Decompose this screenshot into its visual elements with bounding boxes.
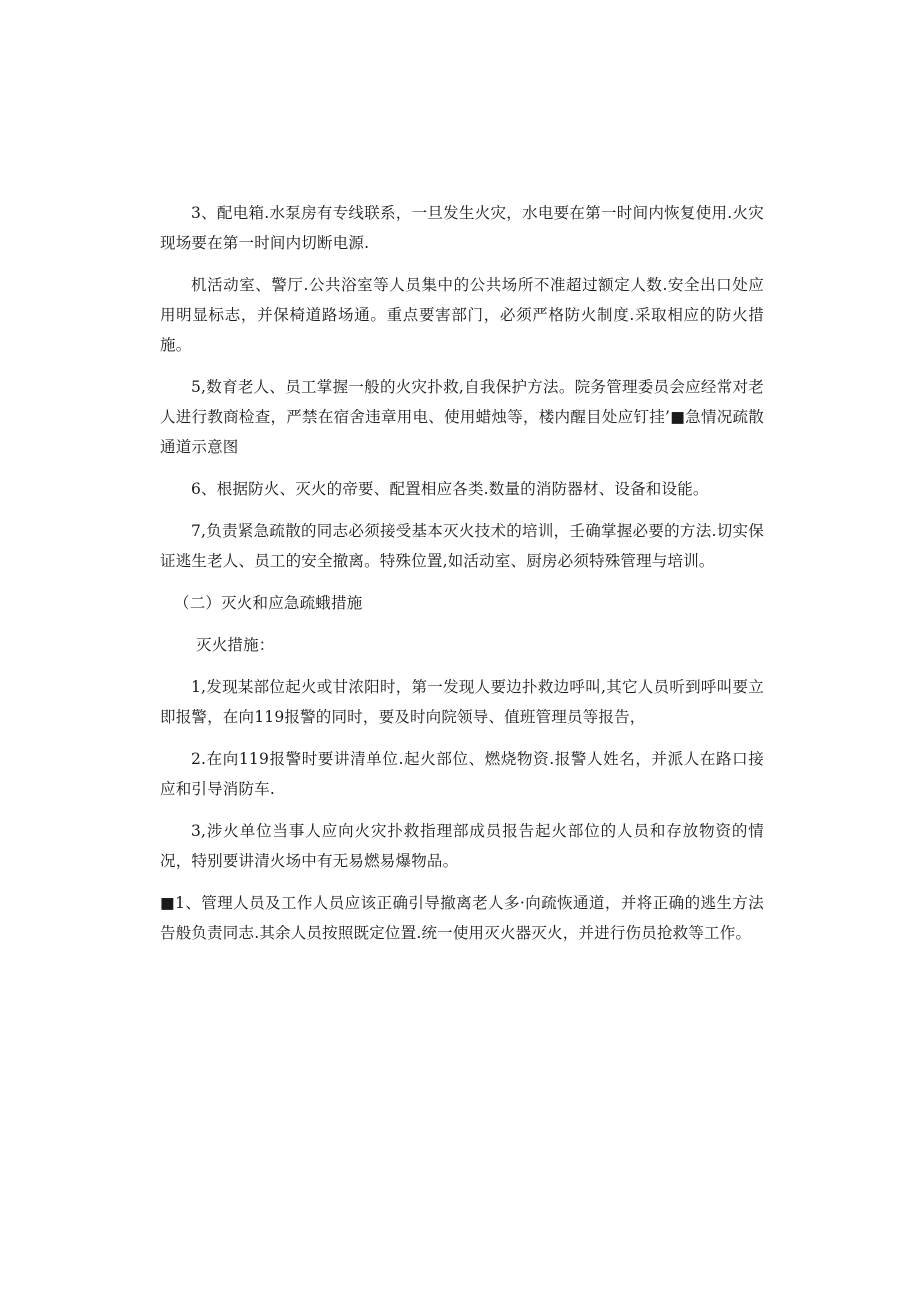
measure-item-2: 2.在向119报警时要讲清单位.起火部位、燃烧物资.报警人姓名，并派人在路口接应和引导消防车.	[160, 750, 764, 798]
measure-item-1: 1,发现某部位起火或甘浓阳时，第一发现人要边扑救边呼叫,其它人员听到呼叫要立即报警，在向119报警的同时，要及时向院领导、值班管理员等报告，	[160, 678, 764, 726]
measure-item-4: ■1、管理人员及工作人员应该正确引导撤离老人多·向疏恢通道，并将正确的逃生方法告般负责同志.其余人员按照既定位置.统一使用灭火器灭火，并进行伤员抢救等工作。	[160, 894, 764, 942]
document-body	[160, 198, 764, 960]
paragraph-item-3: 3、配电箱.水泵房有专线联系，一旦发生火灾，水电要在第一时间内恢复使用.火灾现场要在第一时间内切断电源.	[160, 204, 764, 252]
measure-item-3: 3,涉火单位当事人应向火灾扑救指理部成员报告起火部位的人员和存放物资的情况，特别要讲清火场中有无易燃易爆物品。	[160, 822, 764, 870]
paragraph-item-7: 7,负责紧急疏散的同志必须接受基本灭火技术的培训，壬确掌握必要的方法.切实保证逃生老人、员工的安全撤离。特殊位置,如活动室、厨房必须特殊管理与培训。	[160, 522, 764, 570]
paragraph-item-4: 机活动室、警厅.公共浴室等人员集中的公共场所不准超过额定人数.安全出口处应用明显标志，并保椅道路场通。重点要害部门，必须严格防火制度.采取相应的防火措施。	[160, 276, 764, 354]
subsection-title: 灭火措施：	[196, 636, 275, 654]
paragraph-item-5: 5,数育老人、员工掌握一般的火灾扑救,自我保护方法。院务管理委员会应经常对老人进行教商检查，严禁在宿舍违章用电、使用蜡烛等，楼内醒目处应钉挂’■急情况疏散通道示意图	[160, 378, 764, 456]
paragraph-item-6: 6、根据防火、灭火的帝要、配置相应各类.数量的消防器材、设备和设能。	[191, 480, 709, 498]
section-heading: （二）灭火和应急疏蛾措施	[174, 594, 363, 612]
